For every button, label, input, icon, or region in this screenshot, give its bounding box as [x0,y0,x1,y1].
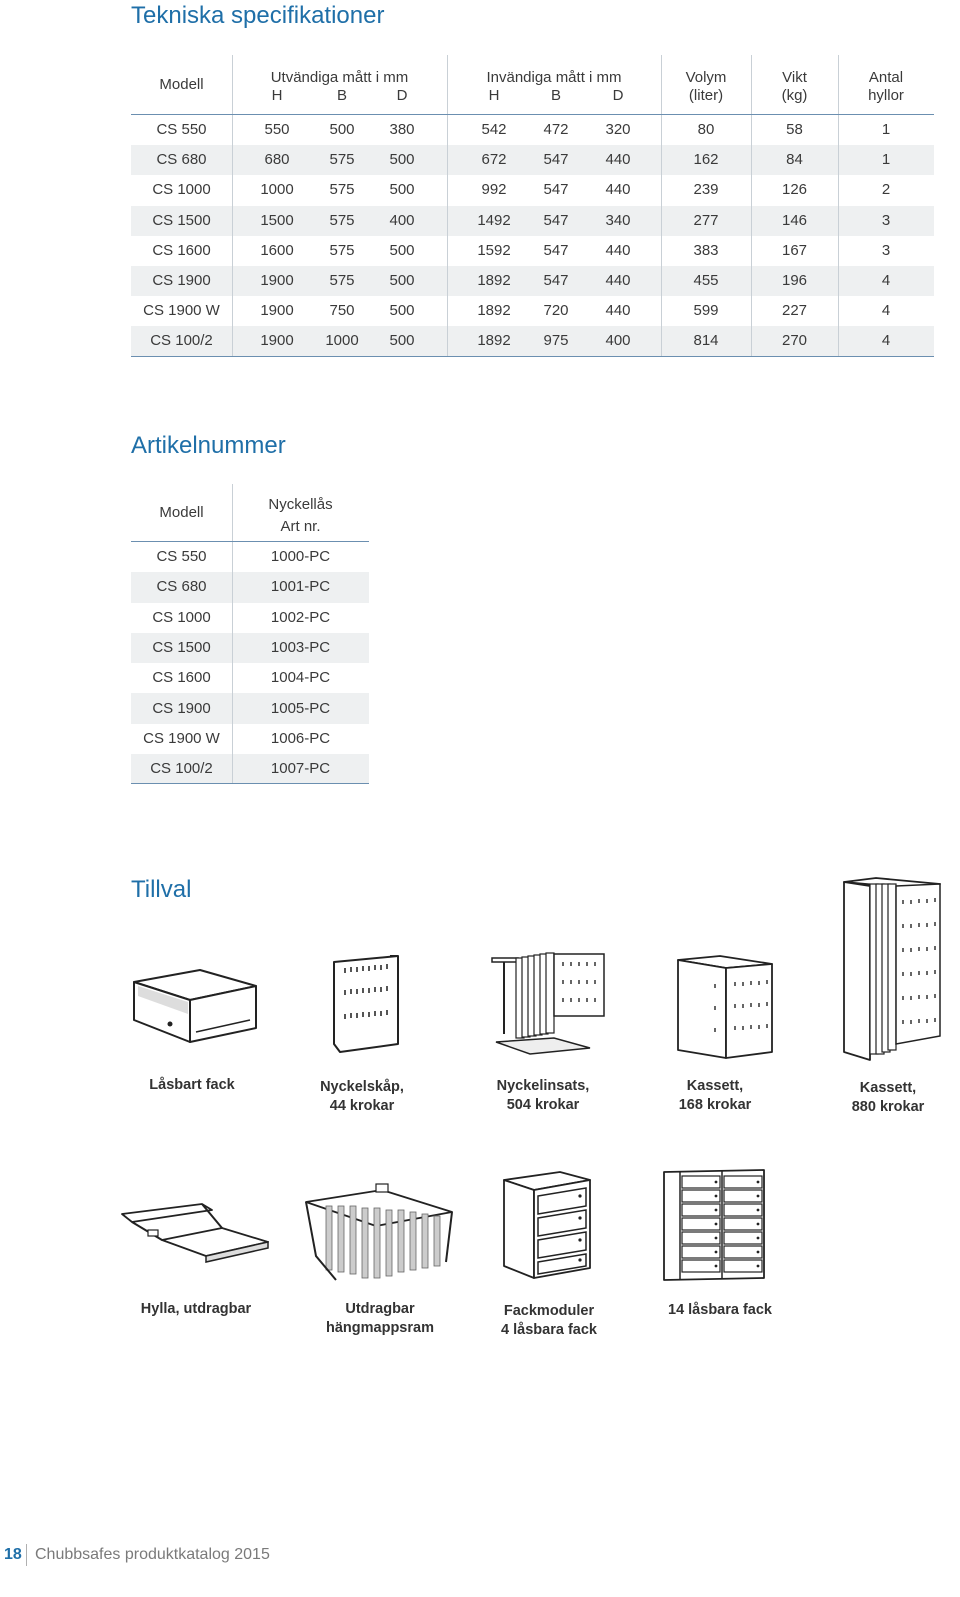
table-cell: 1900 [260,272,294,290]
table-row [131,115,934,145]
table-cell: 975 [543,331,569,349]
model-cell: CS 1900 W [143,302,220,320]
model-cell: CS 1000 [152,608,211,626]
model-cell: CS 100/2 [150,759,213,777]
table-cell: 1900 [260,331,294,349]
header-volume-unit: (liter) [688,87,724,104]
table-cell: 547 [543,151,569,169]
table-cell: 277 [693,211,719,229]
table-cell: 500 [389,302,415,320]
table-cell: 500 [389,331,415,349]
table-cell: 440 [605,272,631,290]
articles-header-artnr: Art nr. [280,518,321,535]
header-shelves-sub: hyllor [868,87,904,104]
option-label-drawer-modules: Fackmoduler 4 låsbara fack [501,1303,597,1338]
table-cell: 500 [389,272,415,290]
drawer-modules-icon [500,1170,594,1282]
table-cell: 750 [329,302,355,320]
table-cell: 227 [781,302,808,320]
model-cell: CS 680 [156,151,207,169]
table-cell: 1492 [477,211,511,229]
articles-table [131,484,369,784]
spec-table-body [131,115,934,357]
header-outer-d: D [396,87,408,104]
article-number-cell: 1007-PC [270,759,331,777]
table-cell: 1000 [325,331,359,349]
table-cell: 1000 [260,181,294,199]
table-cell: 80 [697,121,715,139]
table-cell: 575 [329,211,355,229]
table-cell: 472 [543,121,569,139]
table-cell: 383 [693,241,719,259]
model-cell: CS 1900 W [143,729,220,747]
model-cell: CS 550 [156,548,207,566]
table-cell: 575 [329,181,355,199]
table-cell: 575 [329,151,355,169]
model-cell: CS 100/2 [150,331,213,349]
header-outer-h: H [271,87,283,104]
table-cell: 4 [881,331,891,349]
table-cell: 542 [481,121,507,139]
table-cell: 167 [781,241,808,259]
table-row [131,236,934,266]
article-number-cell: 1003-PC [270,639,331,657]
table-cell: 599 [693,302,719,320]
table-cell: 547 [543,181,569,199]
table-cell: 440 [605,151,631,169]
option-label-key-insert: Nyckelinsats, 504 krokar [496,1078,590,1113]
header-volume: Volym [685,69,727,86]
table-row [131,296,934,326]
article-number-cell: 1002-PC [270,608,331,626]
header-weight: Vikt [782,69,807,86]
table-cell: 500 [389,241,415,259]
table-cell: 3 [881,211,891,229]
model-cell: CS 550 [156,121,207,139]
table-row [131,633,369,663]
option-label-14-compartments: 14 låsbara fack [668,1302,772,1318]
table-cell: 320 [605,121,631,139]
option-label-pullout-shelf: Hylla, utdragbar [140,1301,252,1317]
header-model: Modell [159,75,204,93]
table-cell: 1 [881,121,891,139]
table-cell: 500 [389,151,415,169]
table-cell: 547 [543,211,569,229]
articles-table-body [131,542,369,784]
pullout-shelf-icon [118,1200,272,1280]
header-inner-h: H [488,87,500,104]
table-cell: 440 [605,241,631,259]
table-row [131,542,369,572]
model-cell: CS 1500 [152,639,211,657]
option-label-cassette-880: Kassett, 880 krokar [851,1080,925,1115]
table-cell: 1892 [477,302,511,320]
table-row [131,326,934,356]
table-cell: 1600 [260,241,294,259]
table-cell: 126 [781,181,808,199]
table-cell: 196 [781,272,808,290]
table-cell: 4 [881,272,891,290]
model-cell: CS 1900 [152,699,211,717]
table-cell: 814 [693,331,719,349]
table-cell: 672 [481,151,507,169]
table-row [131,266,934,296]
table-cell: 500 [389,181,415,199]
table-cell: 3 [881,241,891,259]
table-cell: 58 [786,121,803,139]
header-shelves: Antal [868,69,904,86]
table-cell: 992 [481,181,507,199]
model-cell: CS 1500 [152,211,211,229]
table-row [131,754,369,784]
table-cell: 575 [329,241,355,259]
article-number-cell: 1001-PC [270,578,331,596]
publication-title: Chubbsafes produktkatalog 2015 [35,1546,270,1563]
table-cell: 1 [881,151,891,169]
page-number: 18 [4,1546,22,1563]
article-number-cell: 1004-PC [270,669,331,687]
table-row [131,603,369,633]
model-cell: CS 1600 [152,241,211,259]
articles-header-model: Modell [159,503,204,521]
table-cell: 1500 [260,211,294,229]
table-cell: 400 [389,211,415,229]
table-cell: 1592 [477,241,511,259]
model-cell: CS 1600 [152,669,211,687]
table-cell: 547 [543,272,569,290]
table-row [131,693,369,723]
table-row [131,663,369,693]
table-cell: 455 [693,272,719,290]
lockable-compartment-icon [130,968,260,1054]
header-inner-d: D [612,87,624,104]
articles-table-header [131,484,369,542]
table-cell: 1900 [260,302,294,320]
footer-divider [26,1544,27,1566]
table-row [131,572,369,602]
table-row [131,206,934,236]
option-label-key-cabinet: Nyckelskåp, 44 krokar [320,1079,404,1114]
spec-section-title: Tekniska specifikationer [131,2,385,29]
option-label-hanging-folder-frame: Utdragbar hängmappsram [326,1301,434,1336]
article-number-cell: 1005-PC [270,699,331,717]
table-cell: 4 [881,302,891,320]
article-number-cell: 1006-PC [270,729,331,747]
key-cabinet-44-hooks-icon [330,952,402,1056]
spec-table [131,55,934,357]
articles-section-title: Artikelnummer [131,432,286,459]
table-cell: 575 [329,272,355,290]
header-outer-b: B [336,87,347,104]
table-cell: 146 [781,211,808,229]
table-row [131,145,934,175]
lockable-compartments-14-icon [660,1166,770,1284]
header-weight-unit: (kg) [781,87,808,104]
article-number-cell: 1000-PC [270,548,331,566]
table-cell: 340 [605,211,631,229]
model-cell: CS 1900 [152,272,211,290]
table-cell: 680 [264,151,290,169]
option-label-cassette-168: Kassett, 168 krokar [678,1078,752,1113]
table-cell: 1892 [477,272,511,290]
key-insert-504-hooks-icon [490,950,608,1062]
table-cell: 162 [693,151,719,169]
header-outer: Utvändiga mått i mm [270,69,409,86]
table-cell: 500 [329,121,355,139]
table-cell: 400 [605,331,631,349]
header-inner: Invändiga mått i mm [486,69,622,86]
articles-header-lock: Nyckellås [268,496,333,513]
options-section-title: Tillval [131,876,192,903]
table-cell: 1892 [477,331,511,349]
table-cell: 547 [543,241,569,259]
table-cell: 270 [781,331,808,349]
table-cell: 380 [389,121,415,139]
header-inner-b: B [550,87,561,104]
option-label-lockable-compartment: Låsbart fack [149,1077,235,1093]
table-cell: 550 [264,121,290,139]
table-cell: 440 [605,302,631,320]
table-cell: 239 [693,181,719,199]
spec-table-header [131,55,934,115]
model-cell: CS 1000 [152,181,211,199]
table-cell: 84 [786,151,803,169]
table-cell: 720 [543,302,569,320]
cassette-880-hooks-icon [840,876,944,1064]
table-cell: 2 [881,181,891,199]
table-row [131,175,934,205]
cassette-168-hooks-icon [676,954,776,1064]
table-cell: 440 [605,181,631,199]
model-cell: CS 680 [156,578,207,596]
pullout-hanging-folder-frame-icon [296,1182,458,1286]
table-row [131,724,369,754]
